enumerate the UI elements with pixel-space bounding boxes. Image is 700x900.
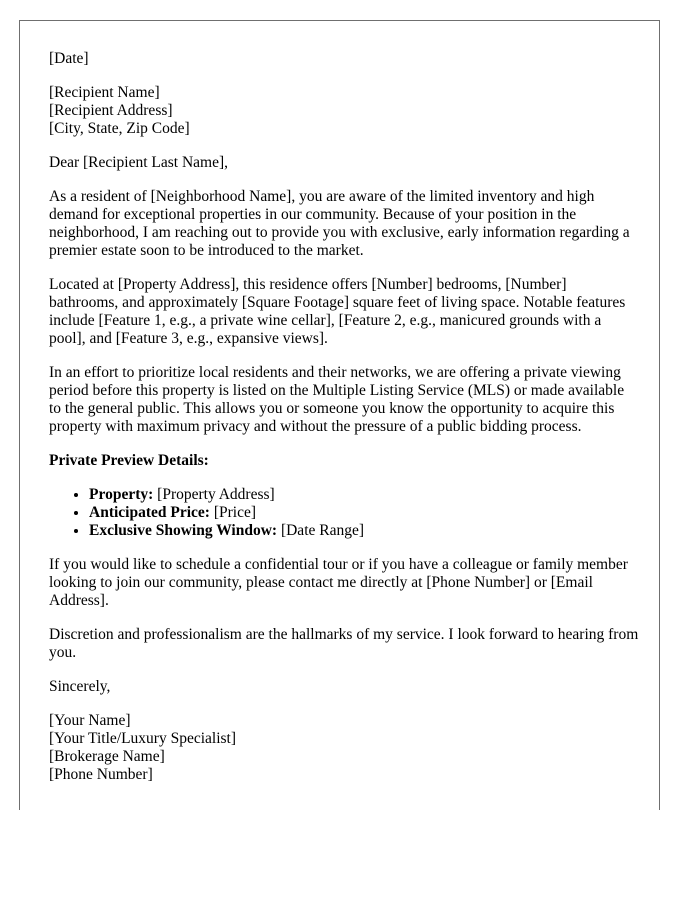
details-value: [Property Address] [153, 486, 275, 503]
private-viewing-paragraph: In an effort to prioritize local residents and their networks, we are offering a private viewing period before this property is listed on the Multiple Listing Service (MLS) or made available to the general public. This allows you or someone you know the opportunity to acquire this property with maximum privacy and without the pressure of a public bidding process. [49, 364, 625, 435]
letter-date: [Date] [49, 50, 89, 67]
details-label: Property: [89, 486, 154, 503]
recipient-block [49, 84, 639, 138]
contact-paragraph: If you would like to schedule a confidential tour or if you have a colleague or family member looking to join our community, please contact me directly at [Phone Number] or [Email Address]. [49, 556, 628, 609]
details-label: Anticipated Price: [89, 504, 210, 521]
signature-brokerage: [Brokerage Name] [49, 748, 165, 765]
intro-paragraph: As a resident of [Neighborhood Name], you are aware of the limited inventory and high demand for exceptional properties in our community. Because of your position in the neighborhood, I am reaching out to provide you with exclusive, early information regarding a premier estate soon to be introduced to the market. [49, 188, 630, 259]
letter-body [49, 50, 639, 800]
signature-phone: [Phone Number] [49, 766, 153, 783]
details-item-price [89, 504, 639, 522]
recipient-city-state-zip: [City, State, Zip Code] [49, 120, 190, 137]
discretion-paragraph: Discretion and professionalism are the hallmarks of my service. I look forward to hearing from you. [49, 626, 639, 661]
details-label: Exclusive Showing Window: [89, 522, 278, 539]
details-item-property [89, 486, 639, 504]
recipient-address: [Recipient Address] [49, 102, 173, 119]
details-list [49, 486, 639, 540]
letter-page [19, 20, 660, 810]
details-value: [Price] [209, 504, 256, 521]
salutation: Dear [Recipient Last Name], [49, 154, 229, 171]
details-heading: Private Preview Details: [49, 452, 209, 469]
recipient-name: [Recipient Name] [49, 84, 160, 101]
property-description-paragraph: Located at [Property Address], this residence offers [Number] bedrooms, [Number] bathrooms, and approximately [Square Footage] square feet of living space. Notable features include [Feature 1, e.g., a private wine cellar], [Feature 2, e.g., manicured grounds with a pool], and [Feature 3, e.g., expansive views]. [49, 276, 626, 347]
sign-off: Sincerely, [49, 678, 111, 695]
signature-title: [Your Title/Luxury Specialist] [49, 730, 237, 747]
signature-block [49, 712, 639, 784]
signature-name: [Your Name] [49, 712, 131, 729]
details-value: [Date Range] [277, 522, 365, 539]
details-item-showing-window [89, 522, 639, 540]
